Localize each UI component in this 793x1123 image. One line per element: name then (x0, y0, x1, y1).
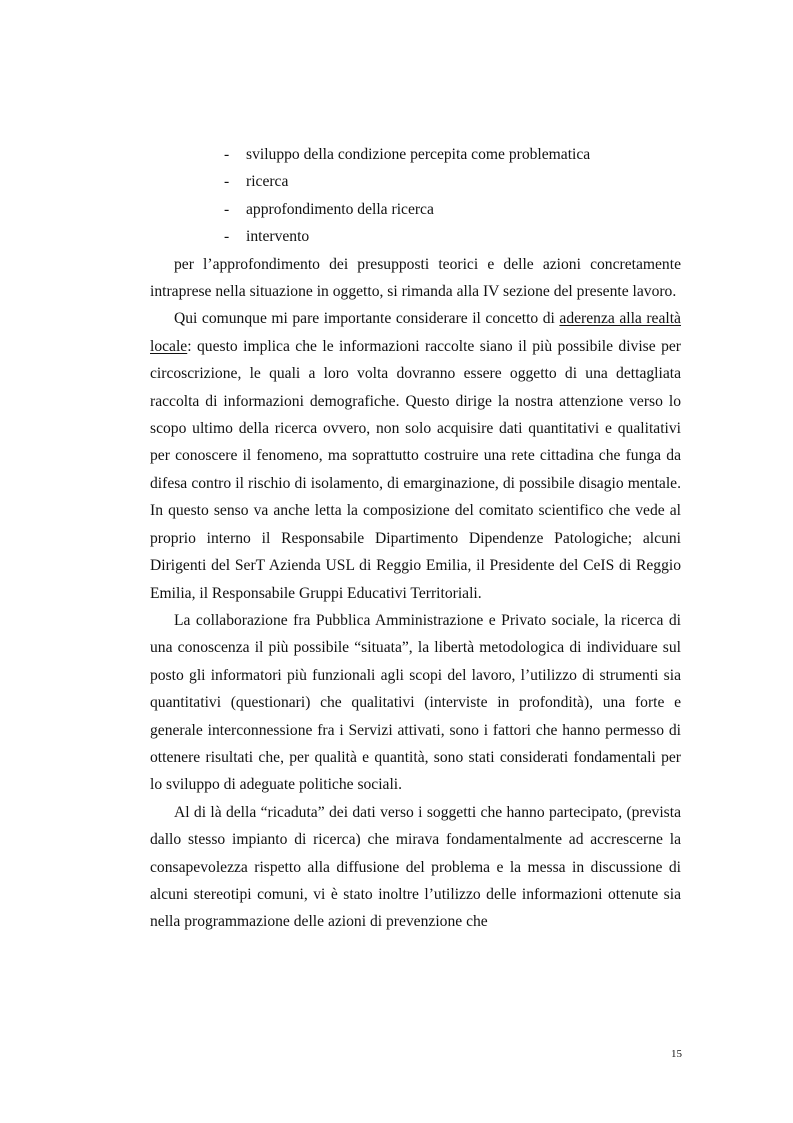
list-item-text: intervento (246, 228, 310, 246)
underlined-term: locale (150, 337, 188, 355)
list-item-text: sviluppo della condizione percepita come problematica (246, 146, 591, 163)
paragraph-local-adherence (150, 305, 681, 606)
page-number: 15 (671, 1048, 682, 1060)
list-item-text: approfondimento della ricerca (246, 200, 434, 218)
bullet-marker: - (224, 146, 230, 163)
list-item-text: ricerca (246, 173, 289, 191)
paragraph-text: Qui comunque mi pare importante considerare il concetto di (174, 310, 560, 328)
list-item (150, 223, 681, 250)
list-item (150, 141, 681, 168)
bullet-marker: - (224, 173, 230, 191)
bullet-list (150, 141, 681, 251)
underlined-term: aderenza alla realtà (559, 310, 681, 328)
paragraph-references: per l’approfondimento dei presupposti teorici e delle azioni concretamente intraprese nella situazione in oggetto, si rimanda alla IV sezione del presente lavoro. (150, 255, 681, 301)
list-item (150, 196, 681, 223)
paragraph-data-use: Al di là della “ricaduta” dei dati verso i soggetti che hanno partecipato, (prevista dallo stesso impianto di ricerca) che mirava fondamentalmente ad accrescerne la consapevolezza rispetto alla diffusione del problema e la messa in discussione di alcuni stereotipi comuni, vi è stato inoltre l’utilizzo delle informazioni ottenute sia nella programmazione delle azioni di prevenzione che (150, 803, 681, 931)
bullet-marker: - (224, 200, 230, 218)
bullet-marker: - (224, 228, 230, 246)
paragraph-text: : questo implica che le informazioni raccolte siano il più possibile divise per circoscrizione, le quali a loro volta dovranno essere oggetto di una dettagliata raccolta di informazioni demografiche. Questo dirige la nostra attenzione verso lo scopo ultimo della ricerca ovvero, non solo acquisire dati quantitativi e qualitativi per conoscere il fenomeno, ma soprattutto costruire una rete cittadina che funga da difesa contro il rischio di isolamento, di emarginazione, di possibile disagio mentale. In questo senso va anche letta la composizione del comitato scientifico che vede al proprio interno il Responsabile Dipartimento Dipendenze Patologiche; alcuni Dirigenti del SerT Azienda USL di Reggio Emilia, il Presidente del CeIS di Reggio Emilia, il Responsabile Gruppi Educativi Territoriali. (150, 337, 681, 602)
list-item (150, 168, 681, 195)
paragraph-collaboration: La collaborazione fra Pubblica Amministrazione e Privato sociale, la ricerca di una conoscenza il più possibile “situata”, la libertà metodologica di individuare sul posto gli informatori più funzionali agli scopi del lavoro, l’utilizzo di strumenti sia quantitativi (questionari) che qualitativi (interviste in profondità), una forte e generale interconnessione fra i Servizi attivati, sono i fattori che hanno permesso di ottenere risultati che, per qualità e quantità, sono stati considerati fondamentali per lo sviluppo di adeguate politiche sociali. (150, 611, 681, 794)
page-body (150, 141, 681, 936)
